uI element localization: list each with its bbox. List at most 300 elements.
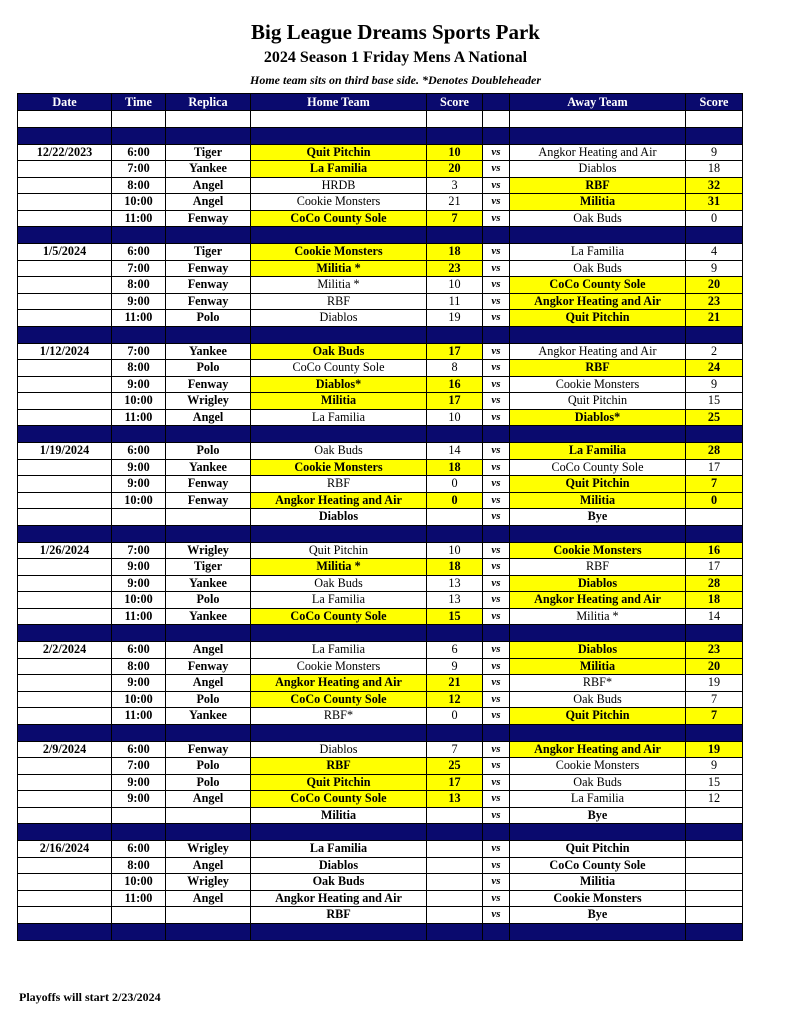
home-team: RBF [251,758,427,775]
divider-cell [112,923,166,940]
divider-cell [427,227,483,244]
game-date [18,310,112,327]
game-date: 2/16/2024 [18,841,112,858]
home-score: 18 [427,459,483,476]
home-team: Militia * [251,260,427,277]
game-time: 6:00 [112,642,166,659]
vs-label: vs [483,542,510,559]
divider-cell [483,824,510,841]
away-team: Angkor Heating and Air [510,144,686,161]
divider-cell [686,923,743,940]
home-score: 13 [427,575,483,592]
home-score [427,857,483,874]
game-field: Fenway [166,293,251,310]
game-row [18,608,743,625]
away-score: 23 [686,642,743,659]
game-time: 8:00 [112,277,166,294]
week-divider-row [18,127,743,144]
empty-cell [112,111,166,128]
home-score: 7 [427,210,483,227]
home-team: Militia [251,807,427,824]
game-row [18,476,743,493]
away-team: Militia [510,874,686,891]
game-row [18,907,743,924]
divider-cell [510,227,686,244]
divider-cell [251,426,427,443]
away-team: Militia [510,492,686,509]
header-home-score: Score [427,94,483,111]
divider-cell [686,426,743,443]
game-time: 7:00 [112,542,166,559]
game-field: Polo [166,310,251,327]
game-time: 8:00 [112,857,166,874]
game-time: 7:00 [112,161,166,178]
away-score: 24 [686,360,743,377]
game-date [18,857,112,874]
game-field: Polo [166,691,251,708]
away-score: 31 [686,194,743,211]
game-field: Fenway [166,210,251,227]
game-field: Tiger [166,244,251,261]
home-team: Cookie Monsters [251,658,427,675]
vs-label: vs [483,608,510,625]
home-team: Oak Buds [251,874,427,891]
game-date [18,559,112,576]
vs-label: vs [483,907,510,924]
vs-label: vs [483,210,510,227]
divider-cell [18,326,112,343]
game-row [18,161,743,178]
game-row [18,409,743,426]
game-field: Angel [166,177,251,194]
away-team: Diablos [510,161,686,178]
game-field: Fenway [166,741,251,758]
vs-label: vs [483,741,510,758]
week-divider-row [18,625,743,642]
vs-label: vs [483,758,510,775]
away-team: Militia [510,658,686,675]
home-score: 17 [427,774,483,791]
vs-label: vs [483,476,510,493]
home-team: HRDB [251,177,427,194]
empty-cell [18,111,112,128]
away-score: 0 [686,210,743,227]
page-subtitle: 2024 Season 1 Friday Mens A National [263,49,528,66]
away-team: Militia [510,194,686,211]
away-score [686,807,743,824]
game-time: 7:00 [112,758,166,775]
game-row [18,509,743,526]
game-field: Fenway [166,476,251,493]
game-field: Tiger [166,559,251,576]
away-team: CoCo County Sole [510,459,686,476]
divider-cell [483,426,510,443]
away-score: 19 [686,675,743,692]
divider-cell [483,227,510,244]
home-team: RBF [251,476,427,493]
divider-cell [510,525,686,542]
game-time: 6:00 [112,144,166,161]
vs-label: vs [483,642,510,659]
home-team: Angkor Heating and Air [251,492,427,509]
away-team: Quit Pitchin [510,708,686,725]
divider-cell [427,426,483,443]
game-row [18,841,743,858]
schedule-body [18,111,743,941]
divider-cell [510,923,686,940]
game-date [18,658,112,675]
game-date [18,907,112,924]
away-score: 20 [686,658,743,675]
game-time: 10:00 [112,492,166,509]
vs-label: vs [483,443,510,460]
home-team: Quit Pitchin [251,144,427,161]
header-vs [483,94,510,111]
empty-cell [427,111,483,128]
away-team: Angkor Heating and Air [510,741,686,758]
game-field: Fenway [166,376,251,393]
away-score: 28 [686,575,743,592]
home-score: 10 [427,144,483,161]
divider-cell [251,724,427,741]
game-row [18,642,743,659]
game-date [18,260,112,277]
home-score: 15 [427,608,483,625]
game-field: Angel [166,675,251,692]
vs-label: vs [483,293,510,310]
home-score: 0 [427,708,483,725]
divider-cell [112,326,166,343]
week-divider-row [18,824,743,841]
away-team: RBF* [510,675,686,692]
game-field: Angel [166,409,251,426]
vs-label: vs [483,791,510,808]
away-team: Oak Buds [510,260,686,277]
divider-cell [166,127,251,144]
game-row [18,144,743,161]
away-score [686,874,743,891]
game-field: Yankee [166,161,251,178]
game-date [18,376,112,393]
away-score: 9 [686,376,743,393]
divider-cell [18,923,112,940]
game-row [18,791,743,808]
table-header-row [18,94,743,111]
game-field: Wrigley [166,393,251,410]
header-replica: Replica [166,94,251,111]
vs-label: vs [483,177,510,194]
away-score: 28 [686,443,743,460]
away-score: 17 [686,559,743,576]
vs-label: vs [483,575,510,592]
away-score: 21 [686,310,743,327]
game-time: 11:00 [112,608,166,625]
divider-cell [18,127,112,144]
vs-label: vs [483,244,510,261]
divider-cell [112,127,166,144]
header-time: Time [112,94,166,111]
away-team: Bye [510,907,686,924]
away-score: 18 [686,592,743,609]
divider-cell [427,923,483,940]
game-row [18,675,743,692]
game-time: 10:00 [112,874,166,891]
home-team: La Familia [251,841,427,858]
home-team: Quit Pitchin [251,774,427,791]
week-divider-row [18,923,743,940]
away-score: 32 [686,177,743,194]
game-time: 6:00 [112,244,166,261]
header-date: Date [18,94,112,111]
away-score: 7 [686,476,743,493]
away-score: 18 [686,161,743,178]
week-divider-row [18,525,743,542]
home-team: Cookie Monsters [251,459,427,476]
divider-cell [686,724,743,741]
game-field: Yankee [166,708,251,725]
divider-cell [686,824,743,841]
game-date [18,393,112,410]
game-date [18,360,112,377]
game-field: Polo [166,592,251,609]
divider-cell [483,525,510,542]
divider-cell [251,625,427,642]
game-row [18,592,743,609]
away-team: Cookie Monsters [510,890,686,907]
away-score [686,890,743,907]
game-row [18,194,743,211]
game-time: 10:00 [112,691,166,708]
home-team: Diablos* [251,376,427,393]
home-score: 17 [427,393,483,410]
game-field [166,907,251,924]
away-score: 15 [686,393,743,410]
game-field: Yankee [166,575,251,592]
page-note: Home team sits on third base side. *Denotes Doubleheader [250,73,541,87]
game-field: Wrigley [166,874,251,891]
game-row [18,210,743,227]
divider-cell [510,625,686,642]
divider-cell [483,724,510,741]
away-team: Angkor Heating and Air [510,293,686,310]
away-score: 17 [686,459,743,476]
divider-cell [686,127,743,144]
divider-cell [510,326,686,343]
divider-cell [18,724,112,741]
divider-cell [166,426,251,443]
away-score: 12 [686,791,743,808]
game-time: 8:00 [112,177,166,194]
game-field: Wrigley [166,841,251,858]
header-away-team: Away Team [510,94,686,111]
away-score: 20 [686,277,743,294]
divider-cell [112,724,166,741]
away-score: 4 [686,244,743,261]
game-date [18,194,112,211]
divider-cell [510,426,686,443]
schedule-table [17,93,743,941]
home-team: Diablos [251,310,427,327]
home-team: Militia * [251,559,427,576]
vs-label: vs [483,194,510,211]
away-score: 9 [686,260,743,277]
vs-label: vs [483,807,510,824]
away-team: RBF [510,177,686,194]
vs-label: vs [483,592,510,609]
divider-cell [483,326,510,343]
game-time [112,907,166,924]
game-time: 11:00 [112,708,166,725]
game-date [18,277,112,294]
game-time: 9:00 [112,376,166,393]
home-team: Angkor Heating and Air [251,675,427,692]
game-date: 1/26/2024 [18,542,112,559]
divider-cell [166,525,251,542]
game-row [18,708,743,725]
game-row [18,443,743,460]
divider-cell [112,426,166,443]
vs-label: vs [483,376,510,393]
vs-label: vs [483,144,510,161]
divider-cell [112,625,166,642]
away-team: Militia * [510,608,686,625]
game-row [18,343,743,360]
game-date [18,509,112,526]
away-score [686,509,743,526]
game-date [18,177,112,194]
game-row [18,890,743,907]
game-row [18,758,743,775]
game-date: 2/2/2024 [18,642,112,659]
home-score: 0 [427,476,483,493]
home-team: CoCo County Sole [251,608,427,625]
game-field: Angel [166,642,251,659]
game-date: 2/9/2024 [18,741,112,758]
divider-cell [510,824,686,841]
home-score: 12 [427,691,483,708]
game-row [18,177,743,194]
empty-cell [166,111,251,128]
game-field: Wrigley [166,542,251,559]
away-score: 7 [686,691,743,708]
divider-cell [427,625,483,642]
game-date [18,708,112,725]
away-score: 23 [686,293,743,310]
game-date: 1/19/2024 [18,443,112,460]
home-team: Militia [251,393,427,410]
divider-cell [251,227,427,244]
week-divider-row [18,227,743,244]
away-team: Diablos [510,642,686,659]
home-team: Cookie Monsters [251,244,427,261]
away-team: Quit Pitchin [510,476,686,493]
divider-cell [112,227,166,244]
game-row [18,393,743,410]
home-score: 16 [427,376,483,393]
game-time: 11:00 [112,210,166,227]
away-team: La Familia [510,244,686,261]
vs-label: vs [483,459,510,476]
home-team: CoCo County Sole [251,210,427,227]
away-score: 25 [686,409,743,426]
game-date [18,774,112,791]
game-date [18,592,112,609]
away-team: CoCo County Sole [510,277,686,294]
game-date [18,293,112,310]
game-date: 12/22/2023 [18,144,112,161]
game-time: 10:00 [112,393,166,410]
week-divider-row [18,724,743,741]
game-time: 9:00 [112,459,166,476]
home-team: CoCo County Sole [251,691,427,708]
divider-cell [166,824,251,841]
game-row [18,244,743,261]
home-team: La Familia [251,592,427,609]
game-date [18,807,112,824]
game-date [18,409,112,426]
game-date [18,459,112,476]
game-date: 1/5/2024 [18,244,112,261]
away-team: Angkor Heating and Air [510,343,686,360]
away-score: 9 [686,144,743,161]
vs-label: vs [483,890,510,907]
divider-cell [166,724,251,741]
game-time: 11:00 [112,409,166,426]
home-score [427,907,483,924]
game-date [18,691,112,708]
home-team: Diablos [251,741,427,758]
game-time: 9:00 [112,476,166,493]
game-date [18,758,112,775]
game-date [18,161,112,178]
vs-label: vs [483,492,510,509]
divider-cell [686,625,743,642]
away-team: Quit Pitchin [510,310,686,327]
away-score: 7 [686,708,743,725]
away-score: 0 [686,492,743,509]
divider-cell [686,326,743,343]
divider-cell [166,227,251,244]
divider-cell [18,525,112,542]
week-divider-row [18,326,743,343]
game-date [18,608,112,625]
away-team: Oak Buds [510,691,686,708]
vs-label: vs [483,675,510,692]
home-score: 0 [427,492,483,509]
home-team: RBF* [251,708,427,725]
divider-cell [18,227,112,244]
home-score: 25 [427,758,483,775]
week-divider-row [18,426,743,443]
vs-label: vs [483,310,510,327]
away-team: RBF [510,559,686,576]
footer-note: Playoffs will start 2/23/2024 [19,990,161,1004]
divider-cell [166,625,251,642]
game-row [18,310,743,327]
vs-label: vs [483,277,510,294]
game-date [18,675,112,692]
game-row [18,542,743,559]
game-field: Yankee [166,343,251,360]
game-time: 9:00 [112,774,166,791]
game-field [166,807,251,824]
away-team: Cookie Monsters [510,758,686,775]
away-score: 2 [686,343,743,360]
away-team: La Familia [510,791,686,808]
home-team: CoCo County Sole [251,360,427,377]
divider-cell [251,326,427,343]
game-time: 9:00 [112,791,166,808]
